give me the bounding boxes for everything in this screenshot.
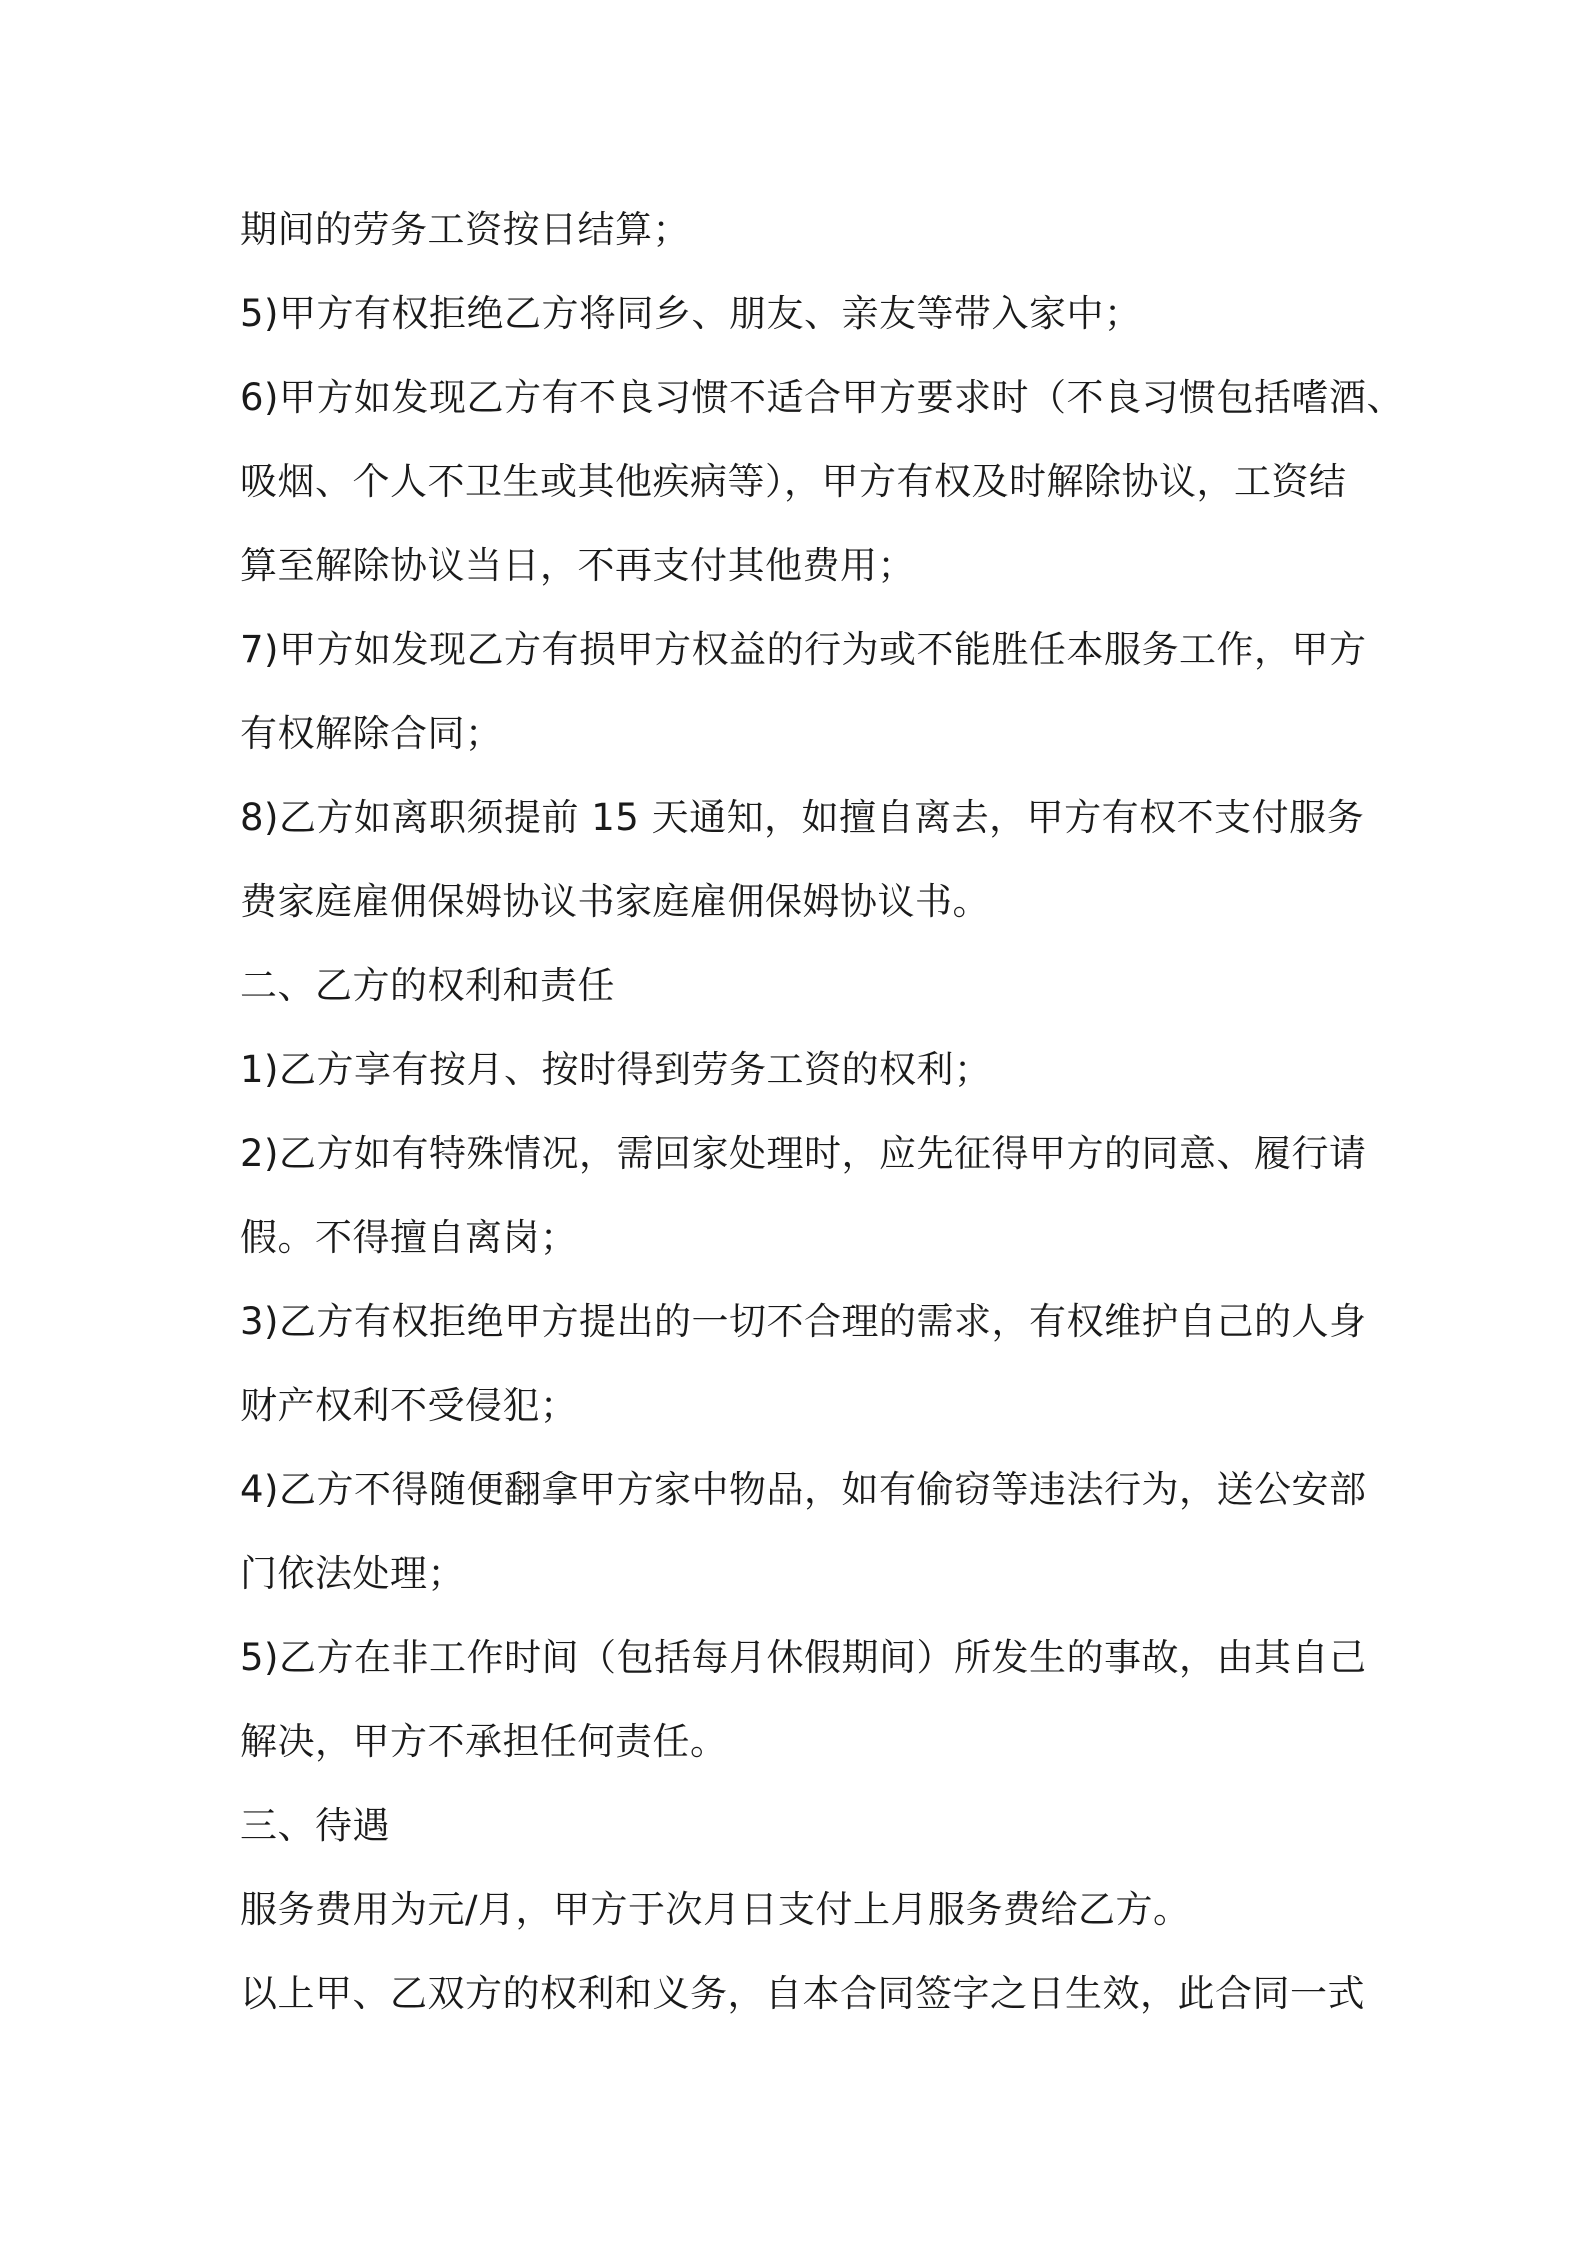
text-line: 门依法处理； bbox=[240, 1552, 465, 1595]
text-line: 吸烟、个人不卫生或其他疾病等），甲方有权及时解除协议，工资结 bbox=[240, 460, 1347, 503]
text-line: 以上甲、乙双方的权利和义务，自本合同签字之日生效，此合同一式 bbox=[240, 1972, 1365, 2015]
text-line: 费家庭雇佣保姆协议书家庭雇佣保姆协议书。 bbox=[240, 880, 990, 923]
text-line: 3)乙方有权拒绝甲方提出的一切不合理的需求，有权维护自己的人身 bbox=[240, 1300, 1367, 1343]
text-line: 算至解除协议当日，不再支付其他费用； bbox=[240, 544, 915, 587]
text-line: 1)乙方享有按月、按时得到劳务工资的权利； bbox=[240, 1048, 992, 1091]
text-line: 4)乙方不得随便翻拿甲方家中物品，如有偷窃等违法行为，送公安部 bbox=[240, 1468, 1367, 1511]
text-line: 财产权利不受侵犯； bbox=[240, 1384, 578, 1427]
text-line: 5)乙方在非工作时间（包括每月休假期间）所发生的事故，由其自己 bbox=[240, 1636, 1367, 1679]
text-line: 有权解除合同； bbox=[240, 712, 503, 755]
text-line: 2)乙方如有特殊情况，需回家处理时，应先征得甲方的同意、履行请 bbox=[240, 1132, 1367, 1175]
text-line: 5)甲方有权拒绝乙方将同乡、朋友、亲友等带入家中； bbox=[240, 292, 1142, 335]
section-heading: 三、待遇 bbox=[240, 1804, 390, 1847]
section-heading: 二、乙方的权利和责任 bbox=[240, 964, 615, 1007]
text-line: 6)甲方如发现乙方有不良习惯不适合甲方要求时（不良习惯包括嗜酒、 bbox=[240, 376, 1404, 419]
text-line: 服务费用为元/月，甲方于次月日支付上月服务费给乙方。 bbox=[240, 1888, 1191, 1931]
text-line: 解决，甲方不承担任何责任。 bbox=[240, 1720, 728, 1763]
text-line: 7)甲方如发现乙方有损甲方权益的行为或不能胜任本服务工作，甲方 bbox=[240, 628, 1367, 671]
document-body bbox=[240, 188, 1404, 2036]
text-line: 8)乙方如离职须提前 15 天通知，如擅自离去，甲方有权不支付服务 bbox=[240, 796, 1365, 839]
text-line: 期间的劳务工资按日结算； bbox=[240, 208, 690, 251]
text-line: 假。不得擅自离岗； bbox=[240, 1216, 578, 1259]
